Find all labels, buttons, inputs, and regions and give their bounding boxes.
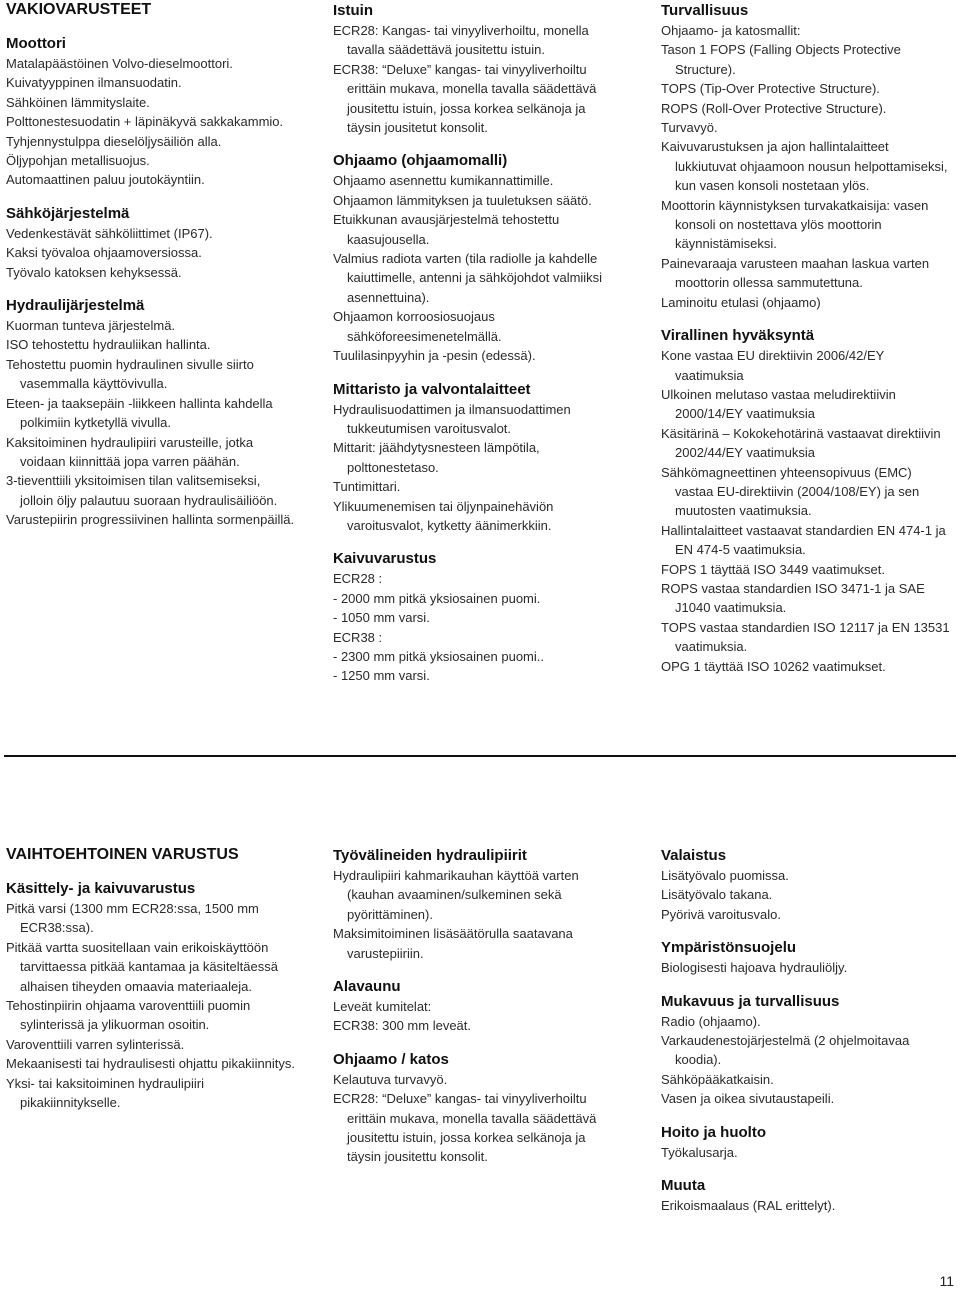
item-list bbox=[661, 1196, 951, 1215]
list-item: Vasen ja oikea sivutaustapeili. bbox=[661, 1091, 835, 1107]
list-item: ECR38: 300 mm leveät. bbox=[333, 1018, 472, 1034]
list-item: Tehostinpiirin ohjaama varoventtiili puomin sylinterissä ja ylikuorman osoitin. bbox=[6, 998, 251, 1033]
list-item: ECR28 : bbox=[333, 571, 383, 587]
item-list bbox=[6, 224, 296, 282]
item-list bbox=[333, 21, 623, 137]
list-item: TOPS vastaa standardien ISO 12117 ja EN 13531 vaatimuksia. bbox=[661, 619, 950, 655]
list-item: Varkaudenestojärjestelmä (2 ohjelmoitavaa koodia). bbox=[661, 1033, 910, 1068]
list-item: ROPS (Roll-Over Protective Structure). bbox=[661, 100, 887, 116]
list-item: Varustepiirin progressiivinen hallinta sormenpäillä. bbox=[6, 512, 295, 528]
list-item: Etuikkunan avausjärjestelmä tehostettu kaasujousella. bbox=[333, 212, 560, 247]
list-item: Biologisesti hajoava hydrauliöljy. bbox=[661, 960, 848, 976]
item-list bbox=[661, 866, 951, 924]
section-heading: Kaivuvarustus bbox=[333, 550, 437, 568]
item-list bbox=[6, 316, 296, 529]
list-item: Maksimitoiminen lisäsäätörulla saatavana varustepiiriin. bbox=[333, 926, 573, 961]
list-item: Pyörivä varoitusvalo. bbox=[661, 906, 781, 922]
list-item: Sähkömagneettinen yhteensopivuus (EMC) vastaa EU-direktiivin (2004/108/EY) ja sen muutosten vaatimuksia. bbox=[661, 464, 920, 519]
section-heading: Mittaristo ja valvontalaitteet bbox=[333, 380, 531, 398]
list-item: ISO tehostettu hydrauliikan hallinta. bbox=[6, 337, 211, 353]
section-turvallisuus bbox=[661, 1, 951, 312]
section-kaivuvarustus bbox=[333, 549, 623, 685]
section-heading: Hoito ja huolto bbox=[661, 1123, 766, 1141]
page-number: 11 bbox=[939, 1273, 954, 1289]
item-list bbox=[661, 346, 951, 676]
section-ohjaamo-katos bbox=[333, 1050, 623, 1167]
section-heading: Ympäristönsuojelu bbox=[661, 939, 797, 957]
optional-column-1 bbox=[6, 846, 296, 1112]
item-list bbox=[333, 569, 623, 685]
section-tyovalineiden-hydraulipiirit bbox=[333, 846, 623, 963]
list-item: - 1250 mm varsi. bbox=[333, 668, 430, 684]
item-list bbox=[661, 21, 951, 312]
section-istuin bbox=[333, 1, 623, 137]
section-ymparistonsuojelu bbox=[661, 938, 951, 977]
list-item: Ohjaamo- ja katosmallit: bbox=[661, 23, 801, 38]
section-heading: Sähköjärjestelmä bbox=[6, 204, 130, 222]
section-muuta bbox=[661, 1176, 951, 1215]
list-item: - 2300 mm pitkä yksiosainen puomi.. bbox=[333, 648, 544, 664]
section-heading: Hydraulijärjestelmä bbox=[6, 297, 145, 315]
list-item: Polttonestesuodatin + läpinäkyvä sakkakammio. bbox=[6, 114, 284, 130]
list-item: Radio (ohjaamo). bbox=[661, 1013, 761, 1029]
list-item: ECR28: “Deluxe” kangas- tai vinyyliverhoiltu erittäin mukava, monella tavalla säädettävä jousitettu istuin, jossa korkea selkänoja ja täysin jousitettu konsolit. bbox=[333, 1091, 597, 1165]
section-divider bbox=[4, 755, 956, 757]
section-heading: Valaistus bbox=[661, 847, 727, 864]
item-list bbox=[661, 1143, 951, 1162]
list-item: Kaksitoiminen hydraulipiiri varusteille, jotka voidaan kiinnittää jopa varren päähän. bbox=[6, 434, 254, 469]
list-item: Leveät kumitelat: bbox=[333, 999, 432, 1015]
standard-equipment-title: VAKIOVARUSTEET bbox=[6, 1, 152, 18]
list-item: Lisätyövalo puomissa. bbox=[661, 868, 789, 883]
section-sahkojarjestelma bbox=[6, 204, 296, 282]
section-kasittely-ja-kaivuvarustus bbox=[6, 879, 296, 1112]
item-list bbox=[333, 171, 623, 365]
section-heading: Moottori bbox=[6, 35, 66, 52]
item-list bbox=[333, 1070, 623, 1167]
list-item: Valmius radiota varten (tila radiolle ja kahdelle kaiuttimelle, antenni ja sähköjohdot valmiiksi asennettuina). bbox=[333, 251, 603, 305]
optional-column-3 bbox=[661, 846, 951, 1215]
item-list bbox=[661, 958, 951, 977]
list-item: ECR28: Kangas- tai vinyyliverhoiltu, monella tavalla säädettävä jousitettu istuin. bbox=[333, 23, 589, 58]
list-item: ECR38 : bbox=[333, 629, 383, 645]
list-item: Painevaraaja varusteen maahan laskua varten moottorin ollessa sammutettuna. bbox=[661, 255, 930, 291]
standard-column-2 bbox=[333, 1, 623, 686]
list-item: Tason 1 FOPS (Falling Objects Protective Structure). bbox=[661, 42, 901, 77]
optional-equipment-title: VAIHTOEHTOINEN VARUSTUS bbox=[6, 846, 239, 863]
list-item: Mekaanisesti tai hydraulisesti ohjattu pikakiinnitys. bbox=[6, 1056, 296, 1072]
list-item: Moottorin käynnistyksen turvakatkaisija: vasen konsoli on nostettava ylös moottorin käynnistämiseksi. bbox=[661, 197, 929, 252]
section-heading: Muuta bbox=[661, 1177, 706, 1195]
section-virallinen-hyvaksynta bbox=[661, 326, 951, 676]
list-item: Tuntimittari. bbox=[333, 479, 401, 495]
list-item: FOPS 1 täyttää ISO 3449 vaatimukset. bbox=[661, 561, 885, 577]
list-item: Ohjaamo asennettu kumikannattimille. bbox=[333, 173, 554, 189]
list-item: - 2000 mm pitkä yksiosainen puomi. bbox=[333, 590, 541, 606]
list-item: Mittarit: jäähdytysnesteen lämpötila, polttonestetaso. bbox=[333, 440, 540, 475]
list-item: Kelautuva turvavyö. bbox=[333, 1071, 448, 1087]
list-item: 3-tieventtiili yksitoimisen tilan valitsemiseksi, jolloin öljy palautuu suoraan hydraulisäiliöön. bbox=[6, 473, 278, 508]
list-item: Ohjaamon korroosiosuojaus sähköforeesimenetelmällä. bbox=[333, 309, 502, 344]
list-item: Öljypohjan metallisuojus. bbox=[6, 153, 150, 169]
list-item: Varoventtiili varren sylinterissä. bbox=[6, 1036, 185, 1052]
section-hydraulijarjestelma bbox=[6, 296, 296, 529]
optional-column-2 bbox=[333, 846, 623, 1167]
section-moottori bbox=[6, 34, 296, 190]
section-heading: Istuin bbox=[333, 2, 373, 19]
list-item: Automaattinen paluu joutokäyntiin. bbox=[6, 172, 205, 188]
list-item: Eteen- ja taaksepäin -liikkeen hallinta kahdella polkimiin kytketyllä vivulla. bbox=[6, 395, 273, 431]
item-list bbox=[333, 400, 623, 536]
list-item: Tyhjennystulppa dieselöljysäiliön alla. bbox=[6, 133, 222, 149]
section-heading: Työvälineiden hydraulipiirit bbox=[333, 847, 527, 864]
section-valaistus bbox=[661, 846, 951, 924]
list-item: - 1050 mm varsi. bbox=[333, 610, 430, 626]
list-item: Lisätyövalo takana. bbox=[661, 887, 773, 903]
item-list bbox=[333, 866, 623, 963]
list-item: Pitkää vartta suositellaan vain erikoiskäyttöön tarvittaessa pitkää kantamaa ja käsiteltäessä alhaisen tiheyden omaavia materiaaleja. bbox=[6, 939, 278, 994]
list-item: Ohjaamon lämmityksen ja tuuletuksen säätö. bbox=[333, 192, 592, 208]
list-item: Kaksi työvaloa ohjaamoversiossa. bbox=[6, 245, 202, 261]
list-item: Laminoitu etulasi (ohjaamo) bbox=[661, 294, 821, 310]
section-heading: Alavaunu bbox=[333, 978, 401, 996]
list-item: Erikoismaalaus (RAL erittelyt). bbox=[661, 1198, 836, 1214]
section-heading: Turvallisuus bbox=[661, 2, 749, 19]
list-item: ECR38: “Deluxe” kangas- tai vinyyliverhoiltu erittäin mukava, monella tavalla säädettävä jousitettu istuin, jossa korkea selkänoja ja täysin jousitetut konsolit. bbox=[333, 61, 597, 136]
standard-column-1 bbox=[6, 1, 296, 530]
list-item: Hydraulisuodattimen ja ilmansuodattimen tukkeutumisen varoitusvalot. bbox=[333, 401, 571, 436]
list-item: Tehostettu puomin hydraulinen sivulle siirto vasemmalla käyttövivulla. bbox=[6, 356, 254, 392]
list-item: OPG 1 täyttää ISO 10262 vaatimukset. bbox=[661, 658, 886, 674]
list-item: Kaivuvarustuksen ja ajon hallintalaitteet lukkiutuvat ohjaamoon nousun helpottamiseksi, kun vasen konsoli nostetaan ylös. bbox=[661, 139, 948, 194]
list-item: Sähköpääkatkaisin. bbox=[661, 1071, 774, 1087]
list-item: Tuulilasinpyyhin ja -pesin (edessä). bbox=[333, 348, 536, 364]
item-list bbox=[6, 899, 296, 1112]
list-item: Yksi- tai kaksitoiminen hydraulipiiri pikakiinnitykselle. bbox=[6, 1075, 204, 1111]
section-mittaristo-ja-valvontalaitteet bbox=[333, 380, 623, 536]
section-alavaunu bbox=[333, 977, 623, 1036]
list-item: Kuivatyyppinen ilmansuodatin. bbox=[6, 75, 182, 91]
list-item: Kone vastaa EU direktiivin 2006/42/EY vaatimuksia bbox=[661, 348, 885, 383]
section-heading: Ohjaamo / katos bbox=[333, 1050, 449, 1068]
list-item: Sähköinen lämmityslaite. bbox=[6, 94, 150, 110]
list-item: Ulkoinen melutaso vastaa meludirektiivin 2000/14/EY vaatimuksia bbox=[661, 386, 896, 422]
section-heading: Mukavuus ja turvallisuus bbox=[661, 992, 840, 1010]
list-item: Ylikuumenemisen tai öljynpainehäviön varoitusvalot, kytketty äänimerkkiin. bbox=[333, 498, 554, 533]
standard-column-3 bbox=[661, 1, 951, 676]
section-heading: Ohjaamo (ohjaamomalli) bbox=[333, 152, 508, 170]
list-item: Työvalo katoksen kehyksessä. bbox=[6, 264, 182, 280]
item-list bbox=[661, 1012, 951, 1109]
list-item: Hydraulipiiri kahmarikauhan käyttöä varten (kauhan avaaminen/sulkeminen sekä pyörittäminen). bbox=[333, 868, 579, 922]
list-item: Turvavyö. bbox=[661, 120, 718, 136]
item-list bbox=[6, 54, 296, 190]
list-item: Hallintalaitteet vastaavat standardien EN 474-1 ja EN 474-5 vaatimuksia. bbox=[661, 522, 946, 558]
section-hoito-ja-huolto bbox=[661, 1123, 951, 1162]
list-item: ROPS vastaa standardien ISO 3471-1 ja SAE J1040 vaatimuksia. bbox=[661, 580, 925, 616]
section-heading: Virallinen hyväksyntä bbox=[661, 327, 815, 345]
item-list bbox=[333, 997, 623, 1036]
list-item: TOPS (Tip-Over Protective Structure). bbox=[661, 81, 880, 97]
section-heading: Käsittely- ja kaivuvarustus bbox=[6, 880, 196, 897]
list-item: Matalapäästöinen Volvo-dieselmoottori. bbox=[6, 56, 233, 71]
list-item: Pitkä varsi (1300 mm ECR28:ssa, 1500 mm ECR38:ssa). bbox=[6, 901, 259, 936]
section-mukavuus-ja-turvallisuus bbox=[661, 992, 951, 1109]
list-item: Kuorman tunteva järjestelmä. bbox=[6, 318, 176, 334]
list-item: Käsitärinä – Kokokehotärinä vastaavat direktiivin 2002/44/EY vaatimuksia bbox=[661, 425, 941, 461]
section-ohjaamo-ohjaamomalli bbox=[333, 151, 623, 365]
list-item: Vedenkestävät sähköliittimet (IP67). bbox=[6, 225, 213, 241]
list-item: Työkalusarja. bbox=[661, 1144, 738, 1160]
